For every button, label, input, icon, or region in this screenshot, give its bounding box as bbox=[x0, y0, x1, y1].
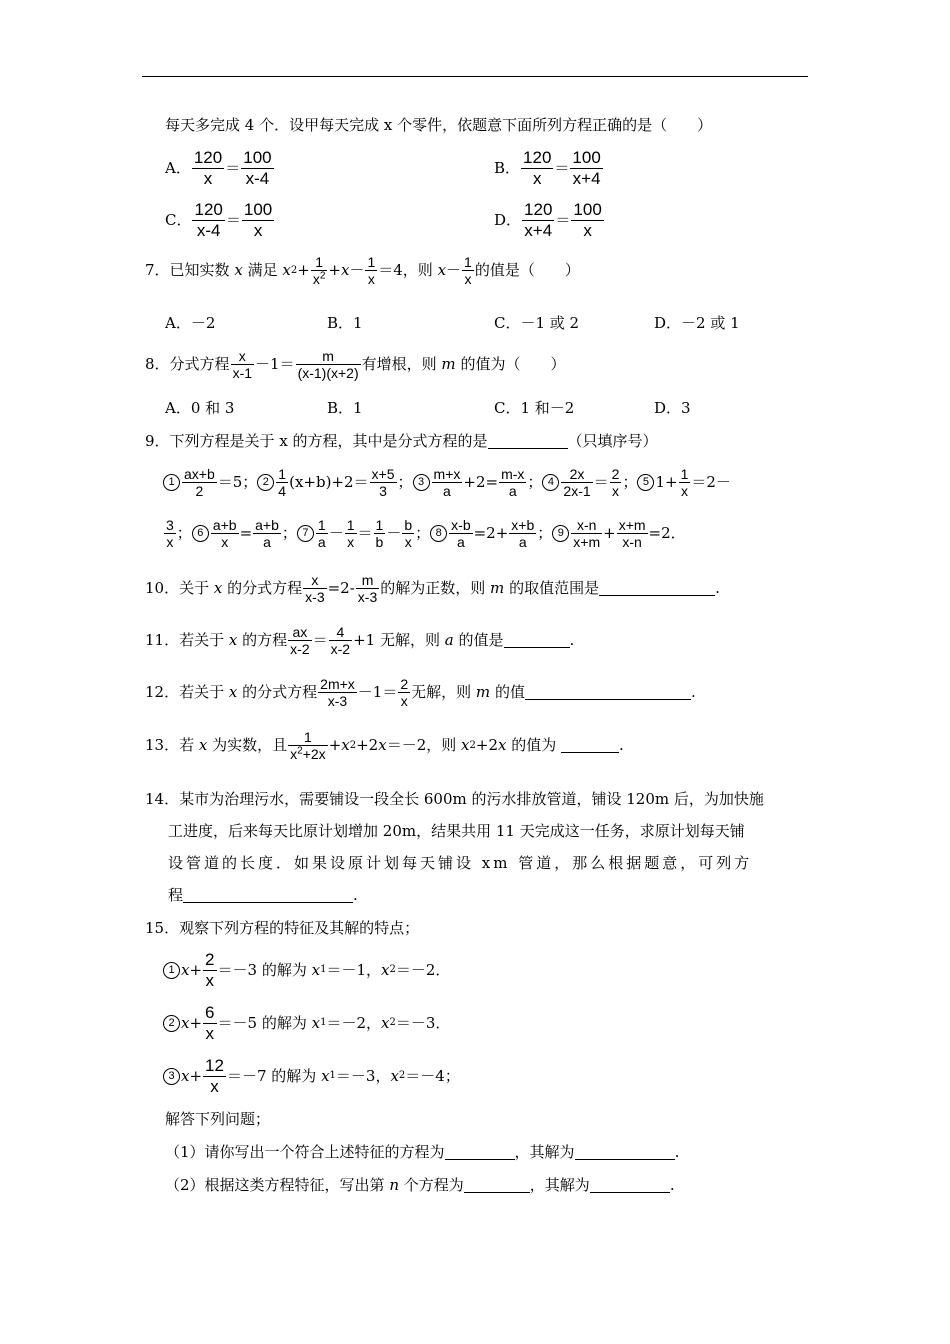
q8-option-a: A．0 和 3 bbox=[165, 399, 235, 417]
q15-stem: 15． 观察下列方程的特征及其解的特点； bbox=[145, 919, 420, 937]
q11-stem: 11． 若关于 x 的方程 $\frac{ax}{x-2}$ ＝ $\frac{4}{x-2}$ +1 无解，则 a 的值是 . bbox=[145, 624, 575, 658]
q15-eq2: 2 x + $\frac{6}{x}$ ＝－5 的解为 x 1 ＝－2， x 2 ＝－3． bbox=[163, 1003, 450, 1043]
q8-stem: 8． 分式方程 $\frac{x}{x-1}$ －1＝ $\frac{m}{(x-1)(x+2)}$ 有增根，则 m 的值为（ ） bbox=[145, 348, 566, 382]
header-rule bbox=[142, 76, 808, 77]
q14-line1: 14． 某市为治理污水，需要铺设一段全长 600m 的污水排放管道，铺设 120m 后，为加快施 bbox=[145, 790, 764, 808]
q14-line2: 工进度，后来每天比原计划增加 20m，结果共用 11 天完成这一任务，求原计划每天铺 bbox=[168, 822, 745, 840]
q9-equations-row2: $\frac{3}{x}$ ； 6 $\frac{a+b}{x}$ = $\frac{a+b}{a}$ ； 7 $\frac{1}{a}$ － $\frac{1}{x}$ ＝ $\frac{1}{b}$ － $\frac{b}{x}$ ； 8 $\frac{x-b}{a}$ =2+ $\frac{x+b}{a}$ ； 9 $\frac{x-n}{x+m}$ + $\frac{x+m}{x-n}$ =2． bbox=[166, 517, 686, 551]
q12-stem: 12． 若关于 x 的分式方程 $\frac{2m+x}{x-3}$ －1＝ $\frac{2}{x}$ 无解，则 m 的值 . bbox=[145, 676, 696, 710]
q9-equations-row1: 1 $\frac{ax+b}{2}$ ＝5； 2 $\frac{1}{4}$ (x+b)+2＝ $\frac{x+5}{3}$ ； 3 $\frac{m+x}{a}$ +2= $\frac{m-x}{a}$ ； 4 $\frac{2x}{2x-1}$ ＝ $\frac{2}{x}$ ； 5 1+ $\frac{1}{x}$ ＝2－ bbox=[163, 466, 731, 499]
q6-option-b: B． $\frac{120}{x}$ ＝ $\frac{100}{x+4}$ bbox=[494, 148, 601, 188]
q6-option-a: A． $\frac{120}{x}$ ＝ $\frac{100}{x-4}$ bbox=[165, 148, 272, 188]
q9-stem: 9． 下列方程是关于 x 的方程，其中是分式方程的是 （只填序号） bbox=[145, 432, 658, 450]
q15-part1: （1）请你写出一个符合上述特征的方程为 ，其解为 . bbox=[165, 1143, 680, 1161]
q15-eq1: 1 x + $\frac{2}{x}$ ＝－3 的解为 x 1 ＝－1， x 2 ＝－2． bbox=[163, 950, 450, 990]
q7-option-a: A．－2 bbox=[165, 314, 216, 332]
q15-part2: （2）根据这类方程特征，写出第 n 个方程为 ，其解为 . bbox=[165, 1176, 675, 1194]
q6-option-d: D． $\frac{120}{x+4}$ ＝ $\frac{100}{x}$ bbox=[494, 200, 602, 240]
q6-option-c: C． $\frac{120}{x-4}$ ＝ $\frac{100}{x}$ bbox=[165, 200, 273, 240]
q7-option-b: B．1 bbox=[327, 314, 363, 332]
q7-option-d: D．－2 或 1 bbox=[654, 314, 740, 332]
q14-line3: 设管道的长度．如果设原计划每天铺设 xm 管道，那么根据题意，可列方 bbox=[168, 854, 753, 872]
q13-stem: 13． 若 x 为实数，且 $\frac{1}{x^2+2x}$ + x 2 +2 x ＝－2，则 x 2 +2 x 的值为 . bbox=[145, 729, 624, 763]
q14-line4: 程 . bbox=[168, 886, 358, 904]
q7-stem: 7． 已知实数 x 满足 x 2 + $\frac{1}{x^2}$ + x － $\frac{1}{x}$ ＝4，则 x － $\frac{1}{x}$ 的值是（ ） bbox=[145, 254, 580, 288]
q8-option-d: D．3 bbox=[654, 399, 691, 417]
q8-option-c: C．1 和－2 bbox=[494, 399, 575, 417]
q6-stem: 每天多完成 4 个．设甲每天完成 x 个零件，依题意下面所列方程正确的是（ ） bbox=[165, 116, 713, 134]
q10-stem: 10． 关于 x 的分式方程 $\frac{x}{x-3}$ =2- $\frac{m}{x-3}$ 的解为正数，则 m 的取值范围是 . bbox=[145, 572, 720, 606]
q15-ask: 解答下列问题； bbox=[165, 1110, 271, 1128]
q8-option-b: B．1 bbox=[327, 399, 363, 417]
q15-eq3: 3 x + $\frac{12}{x}$ ＝－7 的解为 x 1 ＝－3， x 2 ＝－4； bbox=[163, 1056, 460, 1096]
q7-option-c: C．－1 或 2 bbox=[494, 314, 580, 332]
